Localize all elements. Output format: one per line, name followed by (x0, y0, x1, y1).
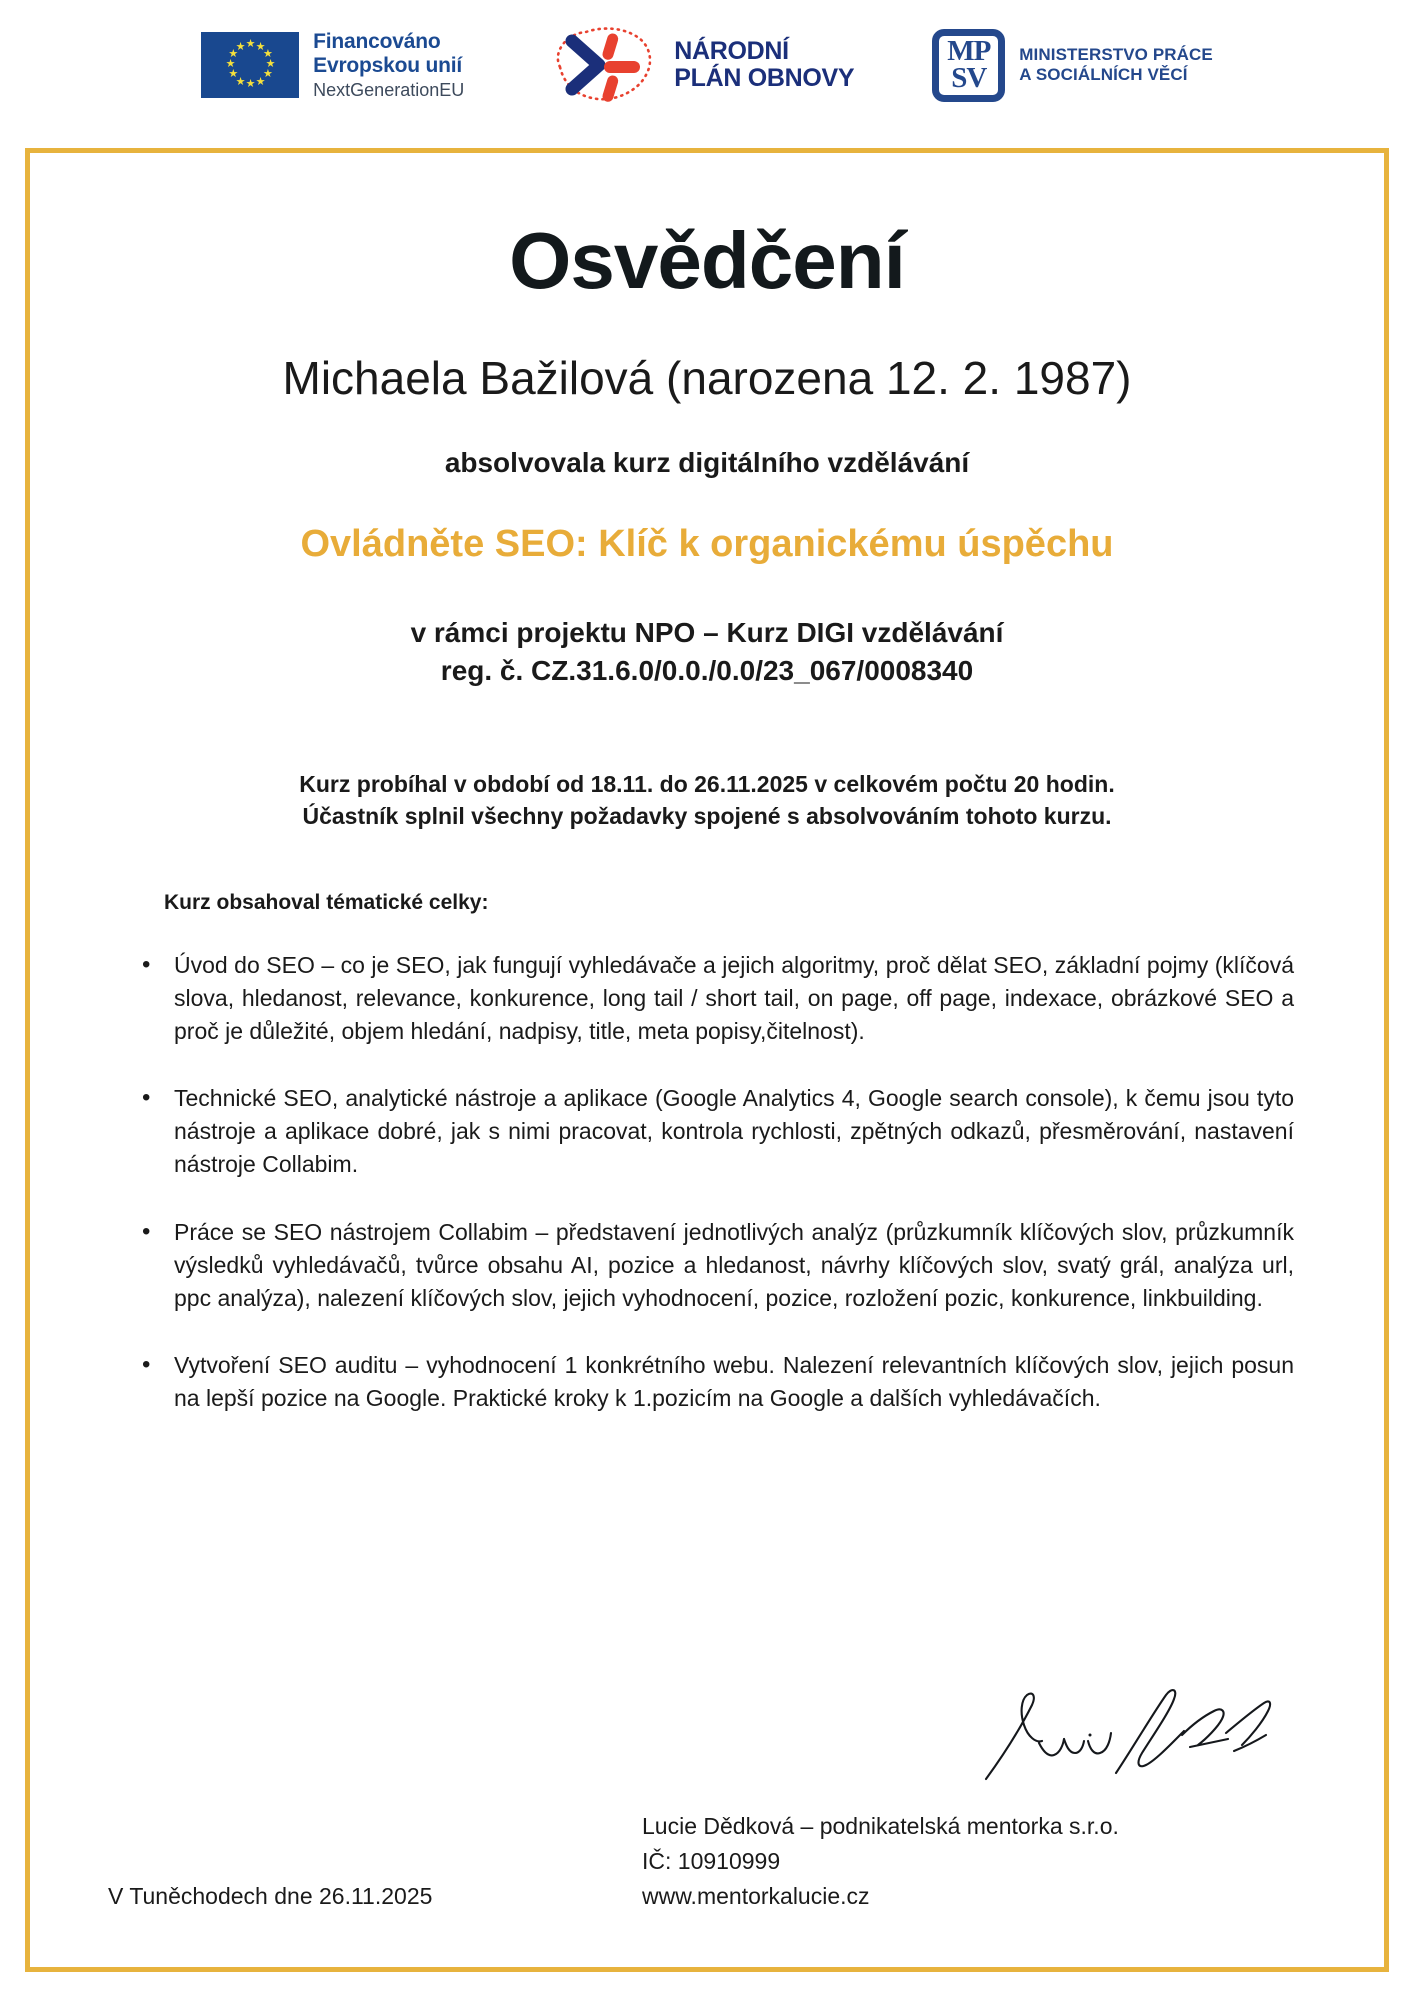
eu-star-icon: ★ (262, 48, 273, 61)
course-name: Ovládněte SEO: Klíč k organickému úspěchu (300, 523, 1114, 565)
list-item: • Práce se SEO nástrojem Collabim – představení jednotlivých analýz (průzkumník klíčových slov, průzkumník výsledků vyhledávačů, tvůrce obsahu AI, pozice a hledanost, návrhy klíčových slov, svatý grál, analýza url, ppc analýza), nalezení klíčových slov, jejich vyhodnocení, pozice, rozložení pozic, konkurence, linkbuilding. (174, 1216, 1294, 1315)
eu-logo-line2: Evropskou unií (313, 53, 463, 77)
mpsv-logo-line2: A SOCIÁLNÍCH VĚCÍ (1019, 65, 1188, 84)
eu-logo-line1: Financováno (313, 30, 441, 54)
course-period-line2: Účastník splnil všechny požadavky spojené s absolvováním tohoto kurzu. (302, 803, 1112, 830)
list-item: • Vytvoření SEO auditu – vyhodnocení 1 konkrétního webu. Nalezení relevantních klíčových slov, jejich posun na lepší pozice na Google. Praktické kroky k 1.pozicím na Google a dalších vyhledávačích. (174, 1349, 1294, 1415)
eu-star-icon: ★ (262, 68, 273, 81)
mpsv-logo (932, 29, 1213, 102)
npo-chevron-icon (542, 23, 660, 107)
signatory-organization: Lucie Dědková – podnikatelská mentorka s.r.o. (642, 1813, 1119, 1839)
signature-footer (30, 1683, 1384, 1933)
page-title: Osvědčení (509, 216, 905, 305)
certificate-content (30, 153, 1384, 1415)
course-period-line1: Kurz probíhal v období od 18.11. do 26.11.2025 v celkovém počtu 20 hodin. (299, 770, 1115, 797)
eu-star-icon: ★ (255, 41, 266, 54)
eu-star-icon: ★ (225, 58, 236, 71)
eu-logo-line3: NextGenerationEU (313, 79, 465, 100)
signatory-ico: IČ: 10910999 (642, 1847, 781, 1874)
eu-star-icon: ★ (228, 48, 239, 61)
eu-star-icon: ★ (255, 75, 266, 88)
course-period-info (82, 768, 1332, 833)
project-info (82, 614, 1332, 690)
eu-flag-icon (201, 32, 299, 98)
certificate-frame (25, 148, 1389, 1972)
npo-logo-line2: PLÁN OBNOVY (674, 64, 855, 92)
npo-logo-text (674, 38, 854, 92)
npo-logo (542, 23, 854, 107)
eu-star-icon: ★ (245, 78, 256, 91)
certificate-subtitle: absolvovala kurz digitálního vzdělávání (444, 447, 970, 478)
signatory-details (642, 1809, 1119, 1914)
handwritten-signature-icon (976, 1683, 1276, 1798)
place-and-date: V Tuněchodech dne 26.11.2025 (108, 1883, 433, 1909)
mpsv-mark-line2: SV (951, 62, 987, 94)
recipient-name: Michaela Bažilová (narozena 12. 2. 1987) (282, 352, 1132, 404)
eu-star-icon: ★ (265, 58, 276, 71)
eu-star-icon: ★ (235, 75, 246, 88)
eu-star-icon: ★ (228, 68, 239, 81)
project-line1: v rámci projektu NPO – Kurz DIGI vzdělávání (410, 617, 1004, 648)
mpsv-logo-text (1019, 45, 1213, 86)
mpsv-badge-icon (932, 29, 1005, 102)
npo-logo-line1: NÁRODNÍ (674, 37, 789, 65)
header-logo-strip (0, 0, 1414, 130)
topics-heading: Kurz obsahoval tématické celky: (164, 890, 489, 914)
eu-logo-text (313, 30, 464, 100)
eu-funding-logo (201, 30, 464, 100)
list-item: • Úvod do SEO – co je SEO, jak fungují vyhledávače a jejich algoritmy, proč dělat SEO, základní pojmy (klíčová slova, hledanost, relevance, konkurence, long tail / short tail, on page, off page, indexace, obrázkové SEO a proč je důležité, objem hledání, nadpisy, title, meta popisy,čitelnost). (174, 949, 1294, 1048)
mpsv-logo-line1: MINISTERSTVO PRÁCE (1019, 44, 1213, 64)
mpsv-mark-line1: MP (947, 35, 991, 68)
project-registration-number: reg. č. CZ.31.6.0/0.0./0.0/23_067/0008340 (440, 654, 974, 686)
eu-star-icon: ★ (245, 38, 256, 51)
signatory-website: www.mentorkalucie.cz (642, 1882, 870, 1909)
topics-list (134, 949, 1294, 1415)
eu-star-icon: ★ (235, 41, 246, 54)
list-item: • Technické SEO, analytické nástroje a aplikace (Google Analytics 4, Google search console), k čemu jsou tyto nástroje a aplikace dobré, jak s nimi pracovat, kontrola rychlosti, zpětných odkazů, přesměrování, nastavení nástroje Collabim. (174, 1082, 1294, 1181)
